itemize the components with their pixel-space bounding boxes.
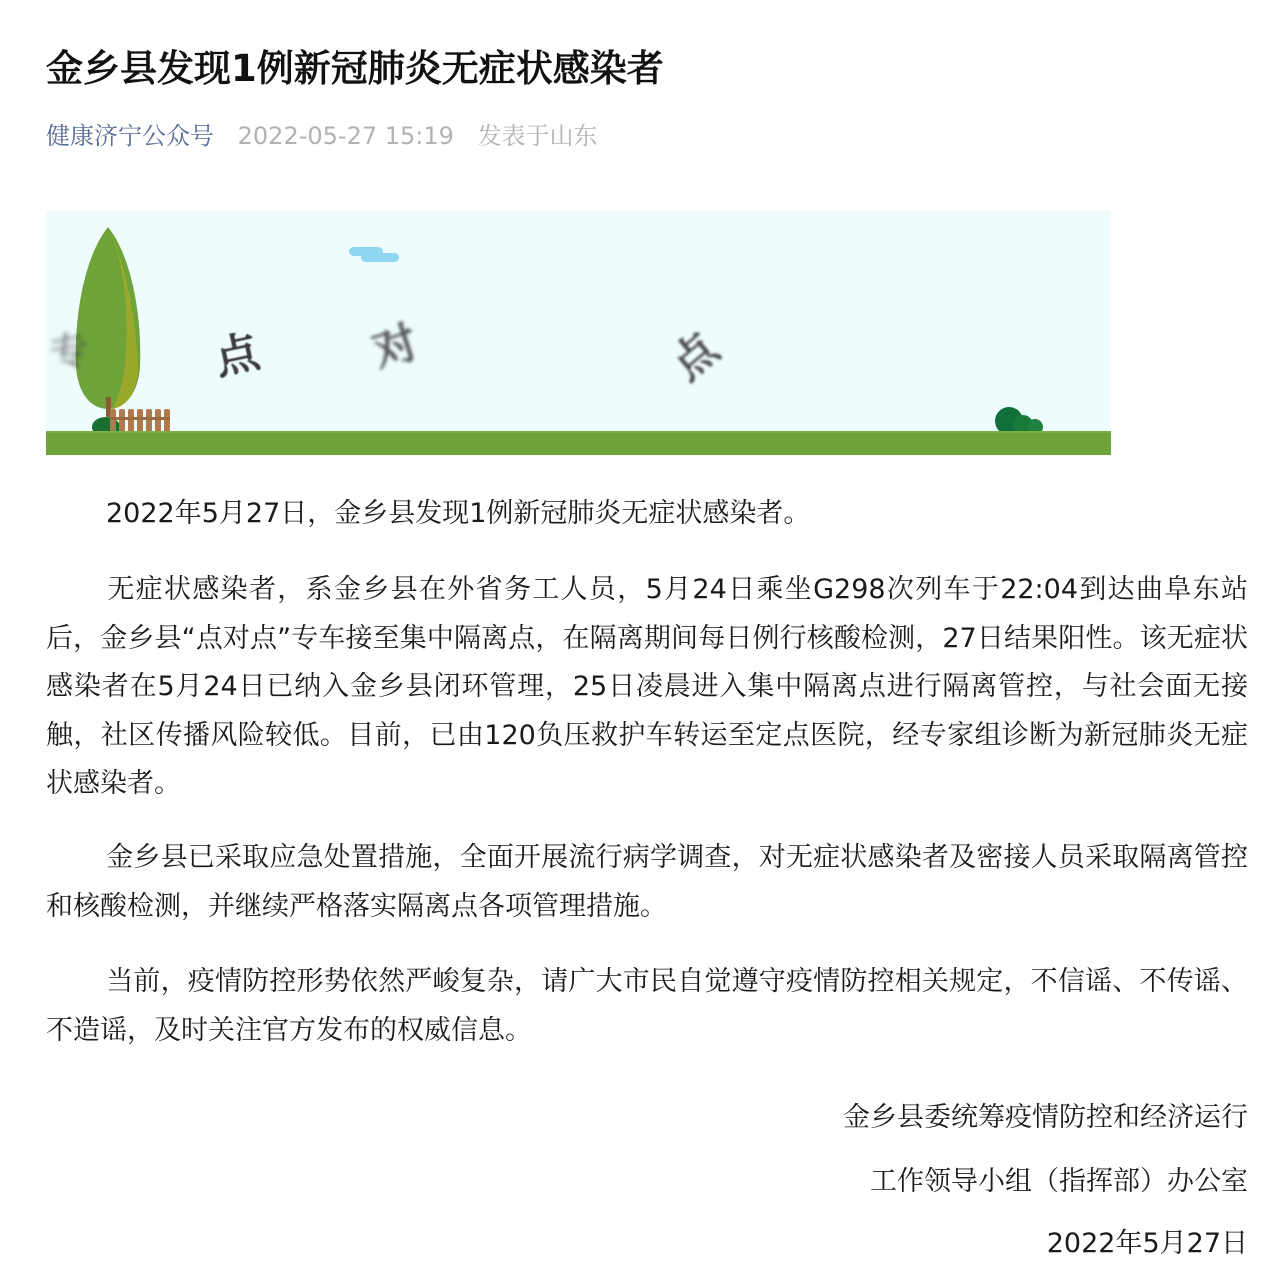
- paragraph: [46, 490, 1248, 539]
- article-title: 金乡县发现1例新冠肺炎无症状感染者: [46, 47, 664, 90]
- flying-character: 点: [661, 322, 729, 391]
- source-account-link[interactable]: 健康济宁公众号: [46, 122, 214, 150]
- signature-org-line1: 金乡县委统筹疫情防控和经济运行: [843, 1102, 1248, 1133]
- banner-image: [46, 211, 1111, 455]
- cloud-icon: [349, 245, 409, 265]
- paragraph-text: 2022年5月27日，金乡县发现1例新冠肺炎无症状感染者。: [106, 498, 811, 529]
- paragraph-text: 金乡县已采取应急处置措施，全面开展流行病学调查，对无症状感染者及密接人员采取隔离管控和核酸检测，并继续严格落实隔离点各项管理措施。: [46, 842, 1248, 922]
- flying-character: 对: [366, 316, 425, 379]
- signature-date: 2022年5月27日: [1046, 1228, 1248, 1259]
- signature-org-line2: 工作领导小组（指挥部）办公室: [870, 1166, 1248, 1197]
- flying-character: 专: [47, 326, 93, 377]
- publish-time: 2022-05-27 15:19: [237, 122, 454, 150]
- article-meta: [46, 118, 598, 154]
- ground-strip: [46, 431, 1111, 455]
- bush-icon: [993, 405, 1047, 433]
- paragraph: [46, 958, 1248, 1055]
- publish-location: 发表于山东: [477, 122, 598, 150]
- tree-icon: [74, 227, 142, 417]
- flying-character: 点: [210, 325, 264, 385]
- paragraph: [46, 566, 1248, 809]
- paragraph: [46, 834, 1248, 931]
- paragraph-text: 无症状感染者，系金乡县在外省务工人员，5月24日乘坐G298次列车于22:04到达曲阜东站后，金乡县“点对点”专车接至集中隔离点，在隔离期间每日例行核酸检测，27日结果阳性。该无症状感染者在5月24日已纳入金乡县闭环管理，25日凌晨进入集中隔离点进行隔离管控，与社会面无接触，社区传播风险较低。目前，已由120负压救护车转运至定点医院，经专家组诊断为新冠肺炎无症状感染者。: [46, 574, 1248, 799]
- fence-icon: [92, 405, 172, 433]
- paragraph-text: 当前，疫情防控形势依然严峻复杂，请广大市民自觉遵守疫情防控相关规定，不信谣、不传谣、不造谣，及时关注官方发布的权威信息。: [46, 966, 1248, 1046]
